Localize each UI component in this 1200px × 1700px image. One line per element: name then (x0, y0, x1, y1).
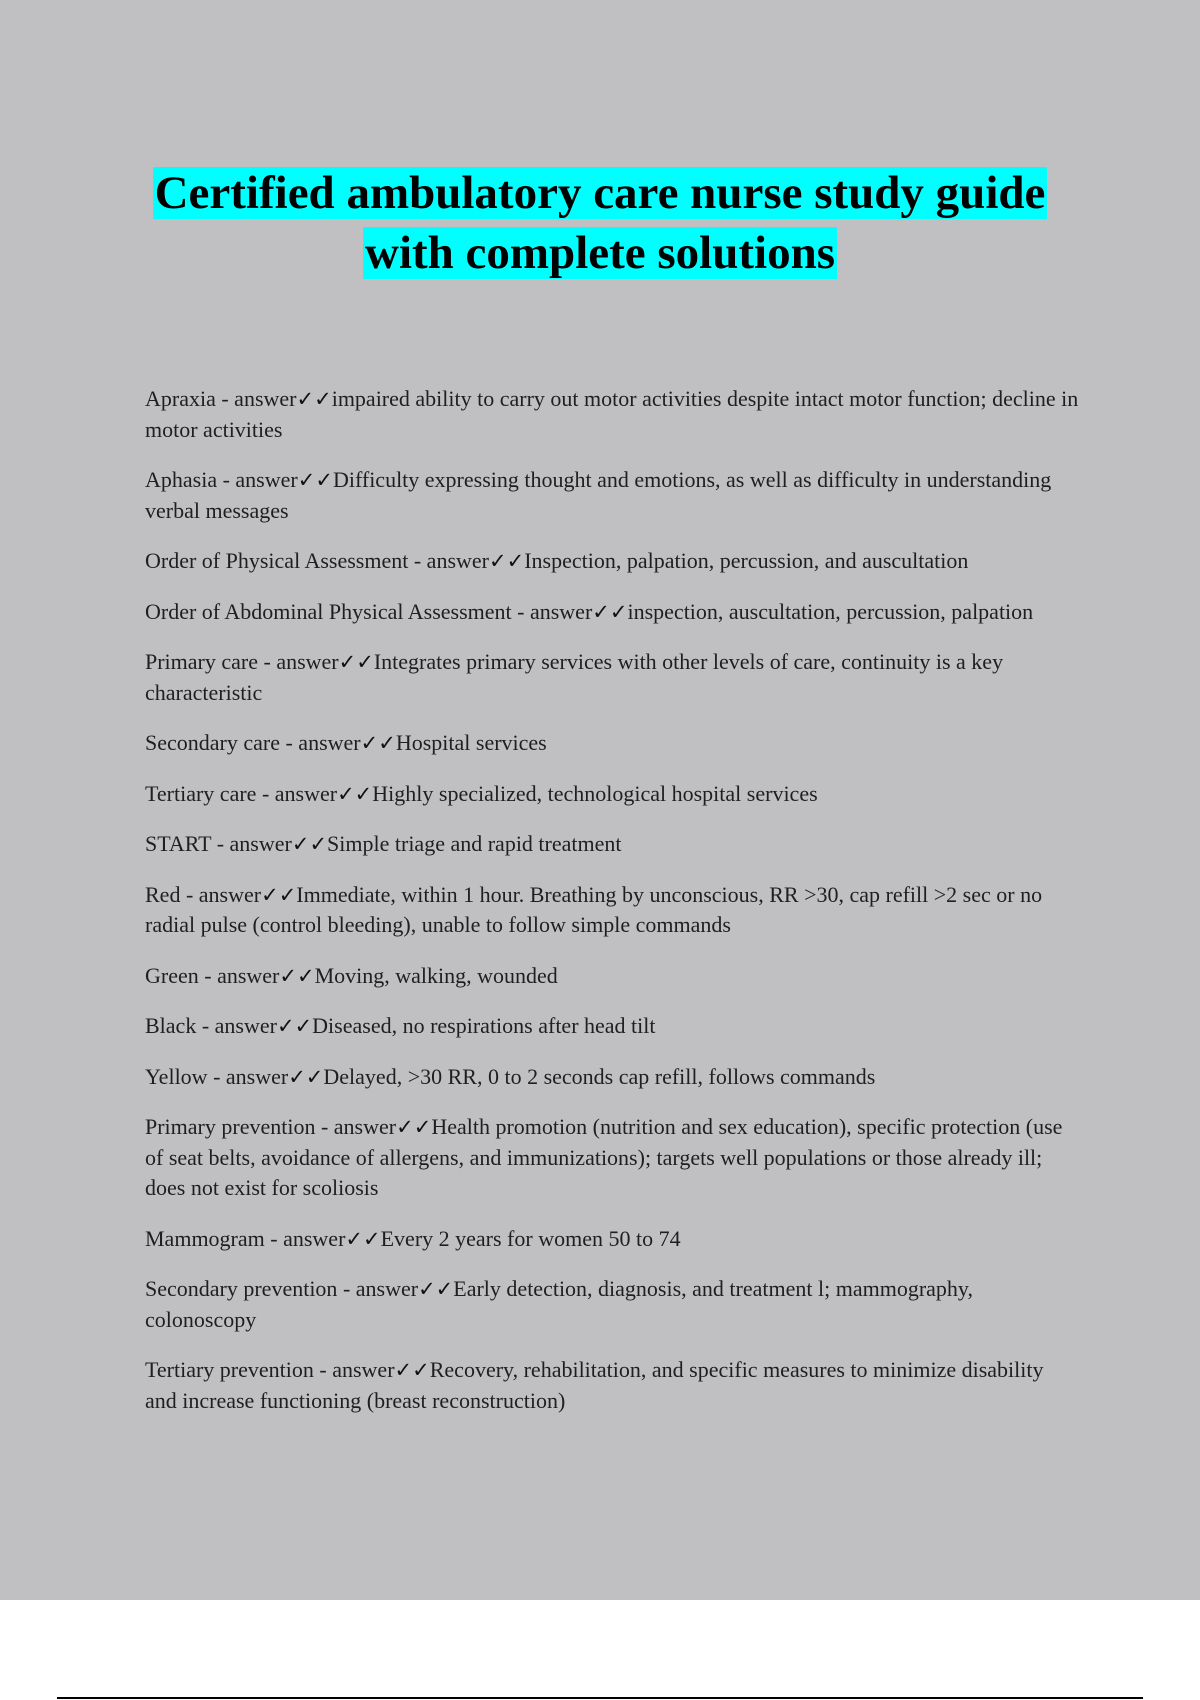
entry-separator: - answer (196, 1013, 277, 1038)
qa-entry (145, 1224, 1080, 1255)
qa-entry (145, 880, 1080, 941)
double-check-icon: ✓✓ (337, 781, 373, 806)
footer-divider (57, 1697, 1143, 1699)
entry-answer: Hospital services (395, 730, 547, 755)
entry-separator: - answer (315, 1114, 397, 1139)
qa-entry (145, 597, 1080, 628)
qa-entry (145, 647, 1080, 708)
title-line-1: Certified ambulatory care nurse study guide (154, 167, 1046, 219)
entry-separator: - answer (217, 467, 298, 492)
qa-entry (145, 779, 1080, 810)
qa-entry (145, 1274, 1080, 1335)
qa-entry (145, 1355, 1080, 1416)
entry-term: Apraxia (145, 386, 216, 411)
entry-separator: - answer (337, 1276, 419, 1301)
double-check-icon: ✓✓ (418, 1277, 454, 1301)
entry-term: Primary care (145, 649, 258, 674)
entry-term: Aphasia (145, 467, 218, 492)
entry-term: Order of Physical Assessment (145, 548, 409, 573)
entry-separator: - answer (264, 1225, 346, 1251)
entry-term: Primary prevention (145, 1114, 316, 1139)
double-check-icon: ✓✓ (394, 1358, 430, 1382)
qa-entry (145, 465, 1080, 526)
double-check-icon: ✓✓ (261, 882, 297, 907)
qa-entry (145, 728, 1080, 759)
entry-answer: Integrates primary services with other levels of care, continuity is a key characteristic (145, 649, 1004, 705)
double-check-icon: ✓✓ (279, 963, 315, 988)
entry-term: Red (145, 881, 181, 907)
double-check-icon: ✓✓ (396, 1115, 432, 1139)
entry-answer: Recovery, rehabilitation, and specific measures to minimize disability and increase functioning (breast reconstruction) (145, 1357, 1044, 1413)
entry-separator: - answer (408, 548, 489, 573)
entry-separator: - answer (211, 831, 292, 856)
entry-term: Mammogram (145, 1225, 265, 1251)
qa-entry (145, 1112, 1080, 1204)
entry-answer: inspection, auscultation, percussion, palpation (627, 598, 1034, 624)
entry-answer: Delayed, >30 RR, 0 to 2 seconds cap refill, follows commands (323, 1063, 876, 1089)
double-check-icon: ✓✓ (489, 549, 525, 573)
title-line-2: with complete solutions (365, 227, 835, 279)
entry-answer: Difficulty expressing thought and emotions, as well as difficulty in understanding verbal messages (145, 467, 1052, 523)
qa-entry (145, 829, 1080, 860)
entry-term: Black (145, 1013, 197, 1038)
document-title (0, 163, 1200, 283)
entry-separator: - answer (511, 598, 593, 624)
double-check-icon: ✓✓ (360, 731, 396, 755)
entry-separator: - answer (215, 386, 297, 411)
entry-term: Tertiary care (145, 780, 257, 806)
double-check-icon: ✓✓ (297, 468, 333, 492)
double-check-icon: ✓✓ (345, 1226, 381, 1251)
entry-separator: - answer (207, 1063, 289, 1089)
entry-separator: - answer (279, 730, 361, 755)
entry-term: Tertiary prevention (145, 1357, 314, 1382)
double-check-icon: ✓✓ (296, 387, 332, 411)
qa-entry (145, 1011, 1080, 1042)
qa-entry (145, 546, 1080, 577)
double-check-icon: ✓✓ (288, 1064, 324, 1089)
entry-separator: - answer (180, 881, 262, 907)
qa-entry (145, 384, 1080, 445)
double-check-icon: ✓✓ (276, 1014, 313, 1038)
entry-answer: Every 2 years for women 50 to 74 (380, 1225, 681, 1251)
entry-answer: impaired ability to carry out motor activities despite intact motor function; decline in motor activities (145, 386, 1079, 442)
entry-answer: Moving, walking, wounded (314, 962, 558, 988)
double-check-icon: ✓✓ (338, 650, 374, 674)
entry-separator: - answer (258, 649, 339, 674)
entry-term: Secondary care (145, 730, 280, 755)
qa-entry-list (145, 384, 1080, 1436)
entry-answer: Immediate, within 1 hour. Breathing by unconscious, RR >30, cap refill >2 sec or no radial pulse (control bleeding), unable to follow simple commands (145, 881, 1043, 937)
entry-term: Secondary prevention (145, 1276, 338, 1301)
entry-separator: - answer (256, 780, 338, 806)
entry-term: START (145, 831, 212, 856)
double-check-icon: ✓✓ (291, 832, 328, 856)
entry-term: Green (145, 962, 199, 988)
entry-answer: Highly specialized, technological hospital services (372, 780, 818, 806)
entry-term: Yellow (145, 1063, 208, 1089)
entry-separator: - answer (313, 1357, 395, 1382)
qa-entry (145, 961, 1080, 992)
qa-entry (145, 1062, 1080, 1093)
entry-answer: Diseased, no respirations after head tilt (312, 1013, 656, 1038)
double-check-icon: ✓✓ (592, 599, 628, 624)
entry-answer: Inspection, palpation, percussion, and auscultation (524, 548, 969, 573)
entry-answer: Simple triage and rapid treatment (327, 831, 622, 856)
entry-answer: Health promotion (nutrition and sex education), specific protection (use of seat belts, avoidance of allergens, and immunizations); targets well populations or those already ill; does not exist for scoliosis (145, 1114, 1063, 1200)
entry-term: Order of Abdominal Physical Assessment (145, 598, 512, 624)
entry-answer: Early detection, diagnosis, and treatment l; mammography, colonoscopy (145, 1276, 973, 1332)
entry-separator: - answer (198, 962, 280, 988)
